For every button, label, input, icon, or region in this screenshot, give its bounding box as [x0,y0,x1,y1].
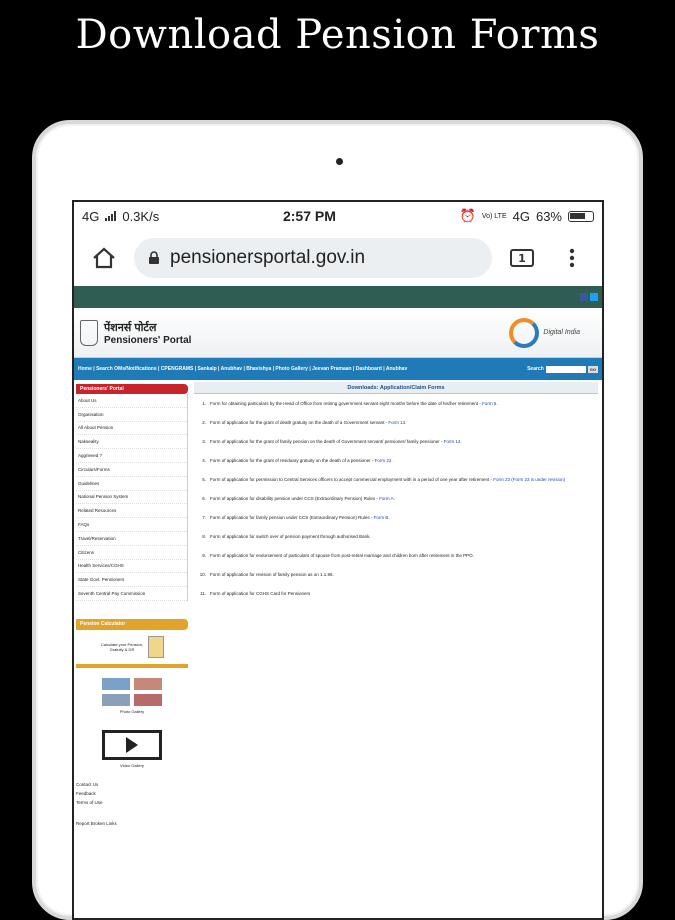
photo-gallery-link[interactable] [76,678,188,714]
form-download-link[interactable]: Form 23 (Form 23 is under revision) [493,477,566,482]
emblem-icon [80,320,98,346]
search-input[interactable] [546,366,586,373]
tab-count: 1 [510,249,534,267]
form-list-item [196,533,596,540]
form-description [210,590,310,597]
form-text: Form of application for the grant of death gratuity on the death of a Government servant - [210,420,389,425]
site-title[interactable]: Pensioners' Portal [104,334,192,346]
form-description [210,419,406,426]
form-number: 9. [202,553,206,558]
form-list-item [196,514,596,521]
form-description [210,533,371,540]
site-search [527,366,598,373]
form-list-item [196,400,596,407]
gov-strip [74,286,602,308]
facebook-icon[interactable] [580,293,588,301]
form-list-item [196,476,596,483]
form-number: 1. [202,401,206,406]
web-page [74,286,602,920]
form-description [210,571,334,578]
sidebar-item[interactable]: Travel/Reservation [76,532,187,546]
tablet-frame [32,120,643,920]
device-screen [72,200,604,920]
browser-toolbar [74,230,602,286]
site-header [74,308,602,358]
form-number: 2. [202,420,206,425]
sidebar-item[interactable]: Organisation [76,408,187,422]
sidebar-item[interactable]: Aggrieved ? [76,449,187,463]
main-title: Downloads: Application/Claim Forms [194,382,598,394]
form-description [210,438,462,445]
signal-icon [105,211,116,221]
search-go-button[interactable]: GO [589,366,596,372]
nav-links[interactable]: Home | Search OMs/Notifications | CPENGRAMS | Sankalp | Anubhav | Bhavishya | Photo Gallery | Jeevan Pramaan | Dashboard | Anubhav [78,366,408,372]
sidebar-item[interactable]: Circulars/Forms [76,463,187,477]
form-number: 10. [199,572,206,577]
form-download-link[interactable]: Form 5. [482,401,498,406]
calculator-title: Pension Calculator [76,619,188,630]
menu-button[interactable] [552,238,592,278]
form-download-link[interactable]: Form B. [373,515,390,520]
network-speed: 0.3K/s [122,208,160,224]
left-sidebar [74,382,190,830]
form-text: Form of application for revision of family pension as on 1.1.96. [210,572,334,577]
photo-gallery-label: Photo Gallery [119,708,145,714]
form-text: Form of application for the grant of family pension on the death of Government servant/ pensioner/ family pensioner - [210,439,444,444]
form-number: 3. [202,439,206,444]
form-text: Form of application for switch over of pension payment through authorised Bank. [210,534,371,539]
footer-link-terms[interactable]: Terms of Use [76,799,103,805]
video-gallery-label: Video Gallery [120,762,144,768]
home-icon [92,247,116,269]
form-download-link[interactable]: Form 22. [374,458,393,463]
form-download-link[interactable]: Form A. [379,496,395,501]
form-number: 6. [202,496,206,501]
sidebar-item[interactable]: National Pension System [76,491,187,505]
form-number: 7. [202,515,206,520]
form-number: 11. [200,591,206,596]
form-description [210,552,474,559]
forms-list [194,394,598,597]
report-broken-links[interactable]: Report Broken Links [76,820,117,826]
form-text: Form for obtaining particulars by the Head of Office from retiring government servant eight months before the date of his/her retirement - [210,401,483,406]
digital-india-logo: Digital India [509,318,580,348]
main-nav [74,358,602,380]
form-list-item [196,457,596,464]
network-type-label: 4G [82,208,100,224]
form-download-link[interactable]: Form 14. [443,439,462,444]
battery-icon [568,211,594,222]
footer-links [76,782,188,826]
alarm-icon: ⏰ [459,208,476,223]
url-text: pensionersportal.gov.in [170,247,366,268]
twitter-icon[interactable] [590,293,598,301]
main-content [190,382,602,830]
sidebar-item[interactable]: Guidelines [76,477,187,491]
pension-calculator-link[interactable] [76,630,188,668]
sidebar-item[interactable]: Nakseality [76,435,187,449]
status-bar [74,202,602,230]
video-play-icon [102,730,162,760]
form-list-item [196,571,596,578]
form-number: 5. [202,477,206,482]
sidebar-item[interactable]: All About Pension [76,422,187,436]
network-type-right: 4G [512,208,530,224]
form-list-item [196,438,596,445]
form-list-item [196,590,596,597]
sidebar-menu [76,394,188,601]
form-list-item [196,552,596,559]
form-text: Form of application for disability pension under CCS (Extraordinary Pension) Rules - [210,496,380,501]
form-text: Form of application for family pension under CCS (Extraordinary Pension) Rules - [210,515,374,520]
sidebar-item[interactable]: Related Resources [76,504,187,518]
battery-percent: 63% [535,208,562,224]
sidebar-item[interactable]: Citizens [76,546,187,560]
footer-link-contact[interactable]: Contact Us [76,781,99,787]
clock: 2:57 PM [282,208,336,224]
form-list-item [196,419,596,426]
sidebar-item[interactable]: Seventh Central Pay Commission [76,587,187,601]
calculator-icon [148,636,164,658]
address-bar[interactable] [134,238,492,278]
tab-switcher-button[interactable] [502,238,542,278]
form-text: Form of application for permission to Central Services officers to accept commercial employment with in a period of one year after retirement - [210,477,494,482]
calculator-text: Calculate your Pension, Gratuity & DR [100,641,144,652]
camera-icon [336,158,343,165]
sidebar-item[interactable]: FAQs [76,518,187,532]
promo-headline: Download Pension Forms [75,12,600,58]
more-vert-icon [569,248,575,268]
lock-icon [148,251,160,265]
volte-label: Vo) LTE [481,212,507,220]
site-title-hindi: पेंशनर्स पोर्टल [104,321,157,334]
footer-link-feedback[interactable]: Feedback [76,790,96,796]
home-button[interactable] [84,238,124,278]
form-description [210,514,390,521]
digital-india-icon [509,318,539,348]
video-gallery-link[interactable] [76,724,188,768]
form-description [210,476,565,483]
sidebar-item[interactable]: State Govt. Pensioners [76,573,187,587]
sidebar-title: Pensioners' Portal [76,384,188,394]
search-label: Search [527,366,544,372]
form-text: Form of application for CGHS Card for Pensioners [210,591,311,596]
form-number: 8. [202,534,206,539]
sidebar-item[interactable]: Health Services/CGHS [76,560,187,574]
form-list-item [196,495,596,502]
form-description [210,457,393,464]
form-number: 4. [202,458,206,463]
form-description [210,495,395,502]
form-text: Form of application for endorsement of particulars of spouse from post-retiral marriage and children born after retirement in the PPO. [210,553,474,558]
form-download-link[interactable]: Form 13. [388,420,407,425]
sidebar-item[interactable]: About Us [76,394,187,408]
form-description [210,400,498,407]
form-text: Form of application for the grant of residuary gratuity on the death of a pensioner - [210,458,375,463]
photo-gallery-thumbnails [100,678,164,706]
